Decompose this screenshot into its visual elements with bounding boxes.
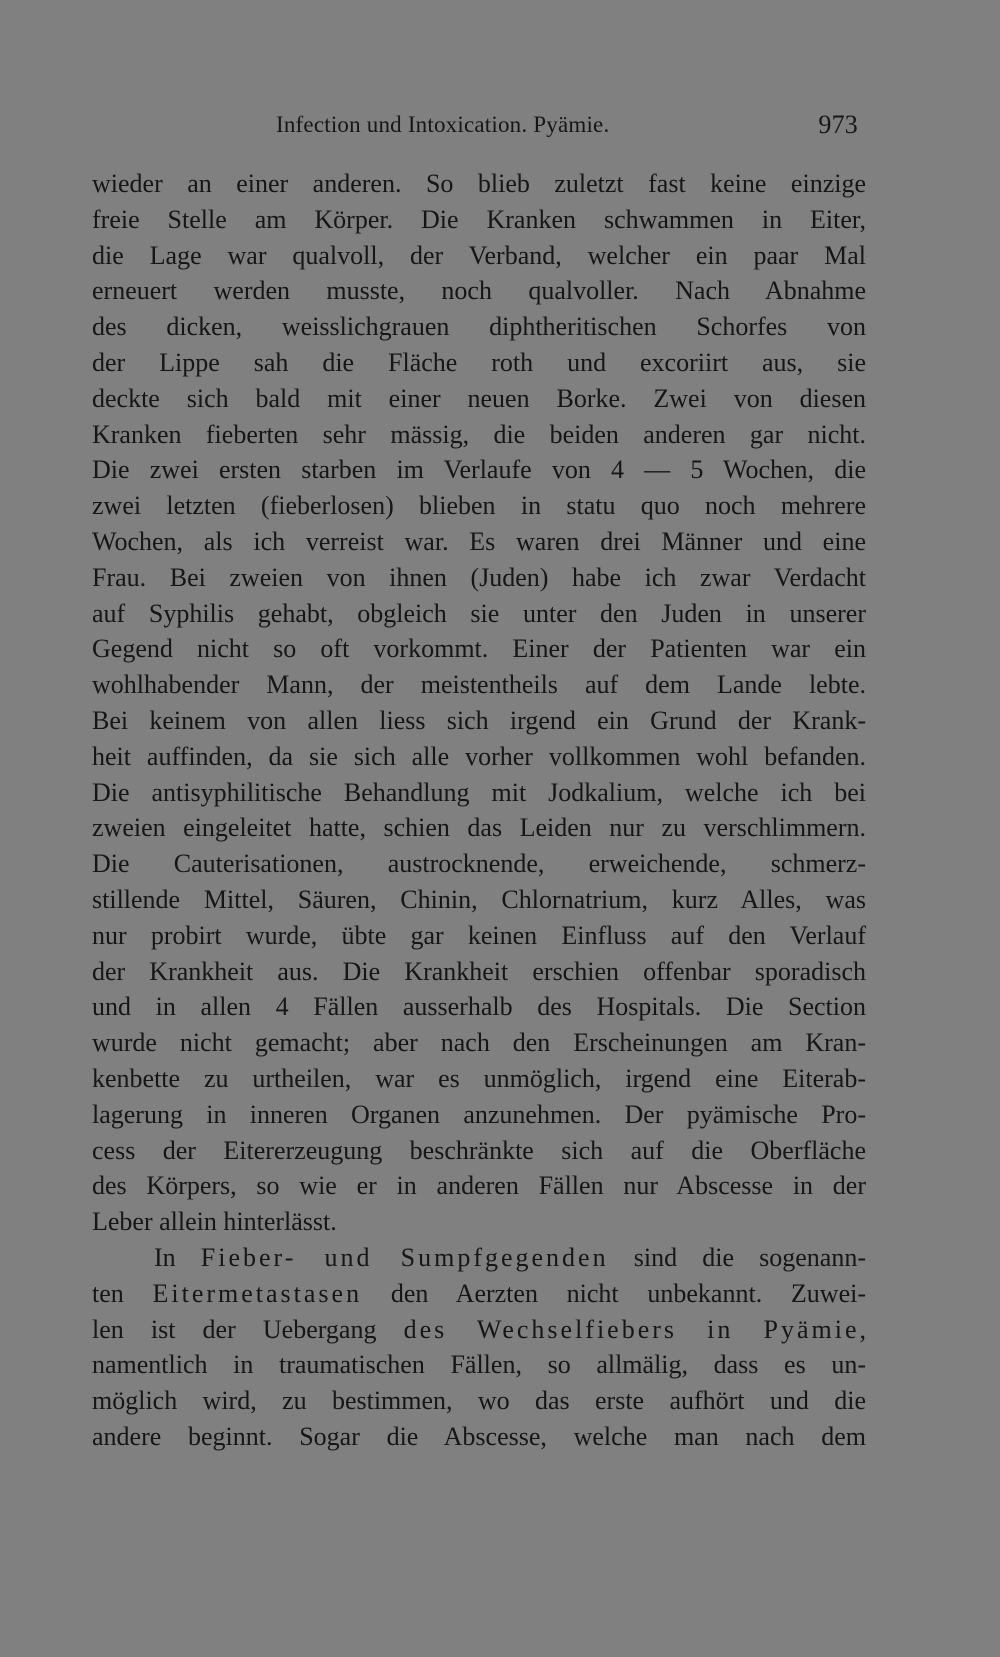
emphasized-text: Fieber- und Sumpfgegenden [200,1242,609,1272]
text-run: sind die sogenann- [608,1242,866,1272]
text-line: zwei letzten (fieberlosen) blieben in statu quo noch mehrere [92,491,866,521]
text-line: heit auffinden, da sie sich alle vorher vollkommen wohl befanden. [92,741,866,771]
emphasized-text: Eitermetastasen [152,1278,363,1308]
text-line: kenbette zu urtheilen, war es unmöglich, irgend eine Eiterab- [92,1063,866,1093]
text-line: die Lage war qualvoll, der Verband, welcher ein paar Mal [92,240,866,270]
text-line: Die Cauterisationen, austrocknende, erweichende, schmerz- [92,849,866,879]
text-line: nur probirt wurde, übte gar keinen Einfluss auf den Verlauf [92,920,866,950]
text-line: namentlich in traumatischen Fällen, so allmälig, dass es un- [92,1350,866,1380]
emphasized-text: des Wechselfiebers in Pyämie [403,1314,860,1344]
running-title: Infection und Intoxication. Pyämie. [276,112,610,137]
text-run: den Aerzten nicht unbekannt. Zuwei- [362,1278,866,1308]
text-line: wurde nicht gemacht; aber nach den Erscheinungen am Kran- [92,1028,866,1058]
paragraph-1 [92,166,866,1240]
text-line: des Körpers, so wie er in anderen Fällen nur Abscesse in der [92,1171,866,1201]
text-line: der Krankheit aus. Die Krankheit erschien offenbar sporadisch [92,956,866,986]
text-line: Wochen, als ich verreist war. Es waren drei Männer und eine [92,526,866,556]
running-header [92,108,858,148]
text-line: cess der Eitererzeugung beschränkte sich auf die Oberfläche [92,1135,866,1165]
text-line: der Lippe sah die Fläche roth und excoriirt aus, sie [92,347,866,377]
text-line: wieder an einer anderen. So blieb zuletzt fast keine einzige [92,169,866,198]
paragraph-2 [92,1240,866,1455]
text-line: Gegend nicht so oft vorkommt. Einer der Patienten war ein [92,634,866,664]
text-line: freie Stelle am Körper. Die Kranken schwammen in Eiter, [92,204,866,234]
text-line [92,1312,866,1348]
text-line: des dicken, weisslichgrauen diphtheritischen Schorfes von [92,312,866,342]
text-line: deckte sich bald mit einer neuen Borke. Zwei von diesen [92,383,866,413]
text-line: Die antisyphilitische Behandlung mit Jodkalium, welche ich bei [92,777,866,807]
text-line: zweien eingeleitet hatte, schien das Leiden nur zu verschlimmern. [92,813,866,843]
text-line: lagerung in inneren Organen anzunehmen. Der pyämische Pro- [92,1099,866,1129]
text-line [92,1240,866,1276]
text-line: auf Syphilis gehabt, obgleich sie unter den Juden in unserer [92,598,866,628]
text-line: Kranken fieberten sehr mässig, die beiden anderen gar nicht. [92,419,866,449]
text-line [92,1276,866,1312]
text-run: ten [92,1278,153,1308]
text-line: Die zwei ersten starben im Verlaufe von 4 — 5 Wochen, die [92,455,866,485]
text-line: wohlhabender Mann, der meistentheils auf dem Lande lebte. [92,670,866,700]
text-run: In [154,1242,201,1272]
text-line: stillende Mittel, Säuren, Chinin, Chlornatrium, kurz Alles, was [92,884,866,914]
text-line: Bei keinem von allen liess sich irgend ein Grund der Krank- [92,705,866,735]
text-run: , [859,1314,866,1344]
text-line: erneuert werden musste, noch qualvoller. Nach Abnahme [92,276,866,306]
text-line: und in allen 4 Fällen ausserhalb des Hospitals. Die Section [92,992,866,1022]
text-line: Frau. Bei zweien von ihnen (Juden) habe ich zwar Verdacht [92,562,866,592]
body-text [92,166,866,1455]
text-line: andere beginnt. Sogar die Abscesse, welche man nach dem [92,1421,866,1451]
text-line: Leber allein hinterlässt. [92,1207,337,1237]
text-line: möglich wird, zu bestimmen, wo das erste aufhört und die [92,1386,866,1416]
text-run: len ist der Uebergang [92,1314,404,1344]
page-number: 973 [818,110,858,139]
